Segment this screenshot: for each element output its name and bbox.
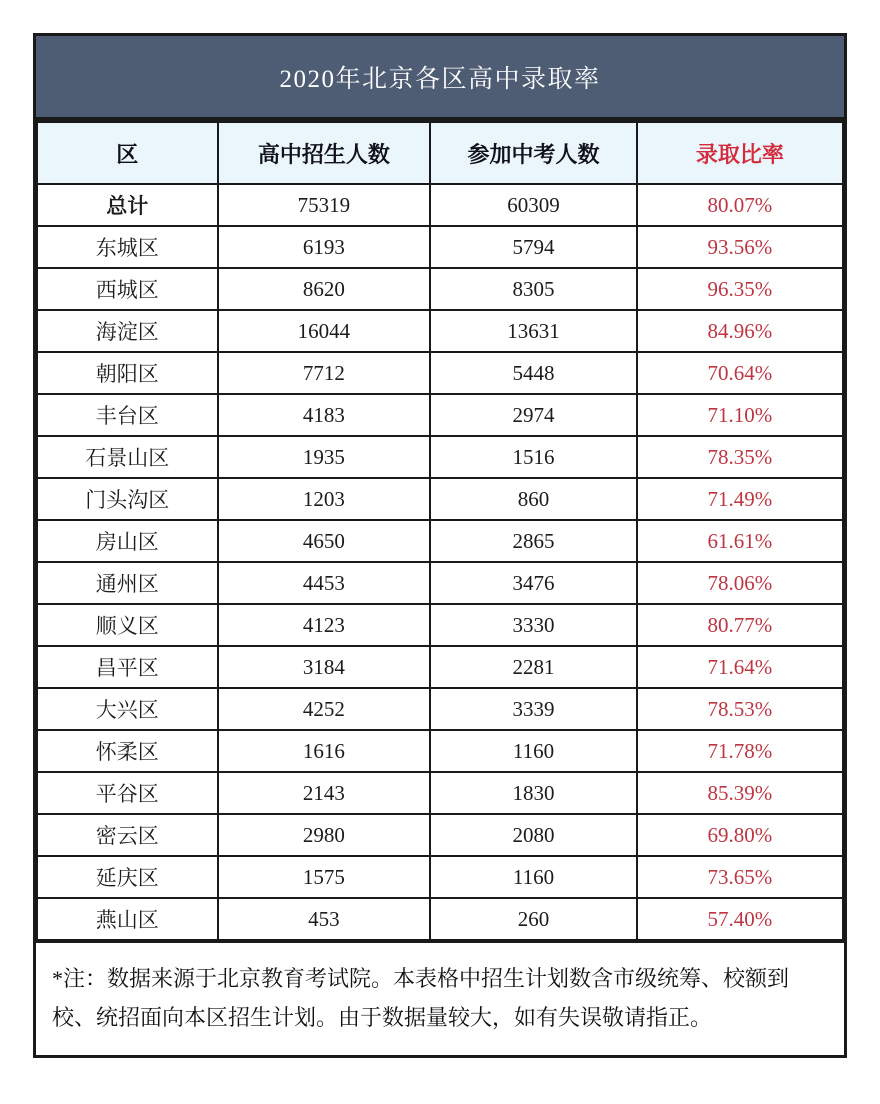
examinees-cell: 5794 — [430, 226, 636, 268]
table-row — [37, 520, 843, 562]
table-row — [37, 772, 843, 814]
admission-rate-cell: 71.49% — [637, 478, 843, 520]
examinees-cell: 8305 — [430, 268, 636, 310]
table-row — [37, 646, 843, 688]
footnote: *注：数据来源于北京教育考试院。本表格中招生计划数含市级统筹、校额到校、统招面向本区招生计划。由于数据量较大，如有失误敬请指正。 — [36, 941, 844, 1055]
examinees-cell: 3476 — [430, 562, 636, 604]
table-row — [37, 898, 843, 940]
admission-rate-cell: 57.40% — [637, 898, 843, 940]
enrollment-cell: 75319 — [218, 184, 431, 226]
admission-rate-cell: 85.39% — [637, 772, 843, 814]
enrollment-cell: 2980 — [218, 814, 431, 856]
table-title-bar — [36, 36, 844, 121]
table-title: 2020年北京各区高中录取率 — [279, 65, 601, 93]
examinees-cell: 3330 — [430, 604, 636, 646]
table-row — [37, 184, 843, 226]
examinees-cell: 2865 — [430, 520, 636, 562]
table-row — [37, 478, 843, 520]
admission-rate-table-card — [33, 33, 847, 1058]
examinees-cell: 2974 — [430, 394, 636, 436]
table-row — [37, 352, 843, 394]
table-body — [37, 184, 843, 940]
district-cell: 燕山区 — [37, 898, 218, 940]
enrollment-cell: 2143 — [218, 772, 431, 814]
col-header-examinees: 参加中考人数 — [430, 122, 636, 184]
enrollment-cell: 4453 — [218, 562, 431, 604]
table-row — [37, 268, 843, 310]
examinees-cell: 1160 — [430, 730, 636, 772]
examinees-cell: 2080 — [430, 814, 636, 856]
enrollment-cell: 1575 — [218, 856, 431, 898]
district-cell: 东城区 — [37, 226, 218, 268]
enrollment-cell: 16044 — [218, 310, 431, 352]
col-header-admission-rate: 录取比率 — [637, 122, 843, 184]
admission-rate-cell: 69.80% — [637, 814, 843, 856]
enrollment-cell: 4252 — [218, 688, 431, 730]
enrollment-cell: 1203 — [218, 478, 431, 520]
table-row — [37, 562, 843, 604]
admission-rate-cell: 96.35% — [637, 268, 843, 310]
district-cell: 平谷区 — [37, 772, 218, 814]
district-cell: 海淀区 — [37, 310, 218, 352]
district-cell: 密云区 — [37, 814, 218, 856]
district-cell: 延庆区 — [37, 856, 218, 898]
admission-rate-cell: 78.06% — [637, 562, 843, 604]
table-header — [37, 122, 843, 184]
district-cell: 怀柔区 — [37, 730, 218, 772]
col-header-enrollment: 高中招生人数 — [218, 122, 431, 184]
admission-rate-cell: 71.10% — [637, 394, 843, 436]
admission-rate-cell: 93.56% — [637, 226, 843, 268]
table-row — [37, 436, 843, 478]
col-header-district: 区 — [37, 122, 218, 184]
district-cell: 西城区 — [37, 268, 218, 310]
table-row — [37, 688, 843, 730]
table-row — [37, 310, 843, 352]
district-cell: 总计 — [37, 184, 218, 226]
district-cell: 房山区 — [37, 520, 218, 562]
enrollment-cell: 453 — [218, 898, 431, 940]
enrollment-cell: 1616 — [218, 730, 431, 772]
admission-rate-cell: 73.65% — [637, 856, 843, 898]
admission-rate-cell: 80.77% — [637, 604, 843, 646]
enrollment-cell: 8620 — [218, 268, 431, 310]
header-row — [37, 122, 843, 184]
examinees-cell: 1160 — [430, 856, 636, 898]
table-row — [37, 226, 843, 268]
examinees-cell: 1516 — [430, 436, 636, 478]
admission-rate-cell: 78.35% — [637, 436, 843, 478]
district-cell: 大兴区 — [37, 688, 218, 730]
enrollment-cell: 3184 — [218, 646, 431, 688]
table-row — [37, 604, 843, 646]
admission-rate-cell: 71.78% — [637, 730, 843, 772]
enrollment-cell: 4183 — [218, 394, 431, 436]
table-row — [37, 814, 843, 856]
district-cell: 顺义区 — [37, 604, 218, 646]
district-cell: 石景山区 — [37, 436, 218, 478]
examinees-cell: 60309 — [430, 184, 636, 226]
admission-rate-table — [36, 121, 844, 941]
enrollment-cell: 4650 — [218, 520, 431, 562]
examinees-cell: 1830 — [430, 772, 636, 814]
examinees-cell: 860 — [430, 478, 636, 520]
examinees-cell: 3339 — [430, 688, 636, 730]
district-cell: 丰台区 — [37, 394, 218, 436]
examinees-cell: 5448 — [430, 352, 636, 394]
examinees-cell: 2281 — [430, 646, 636, 688]
district-cell: 通州区 — [37, 562, 218, 604]
admission-rate-cell: 78.53% — [637, 688, 843, 730]
enrollment-cell: 4123 — [218, 604, 431, 646]
enrollment-cell: 7712 — [218, 352, 431, 394]
enrollment-cell: 6193 — [218, 226, 431, 268]
admission-rate-cell: 61.61% — [637, 520, 843, 562]
examinees-cell: 13631 — [430, 310, 636, 352]
district-cell: 昌平区 — [37, 646, 218, 688]
admission-rate-cell: 80.07% — [637, 184, 843, 226]
enrollment-cell: 1935 — [218, 436, 431, 478]
table-row — [37, 856, 843, 898]
examinees-cell: 260 — [430, 898, 636, 940]
table-row — [37, 730, 843, 772]
district-cell: 朝阳区 — [37, 352, 218, 394]
admission-rate-cell: 84.96% — [637, 310, 843, 352]
admission-rate-cell: 70.64% — [637, 352, 843, 394]
table-row — [37, 394, 843, 436]
admission-rate-cell: 71.64% — [637, 646, 843, 688]
district-cell: 门头沟区 — [37, 478, 218, 520]
